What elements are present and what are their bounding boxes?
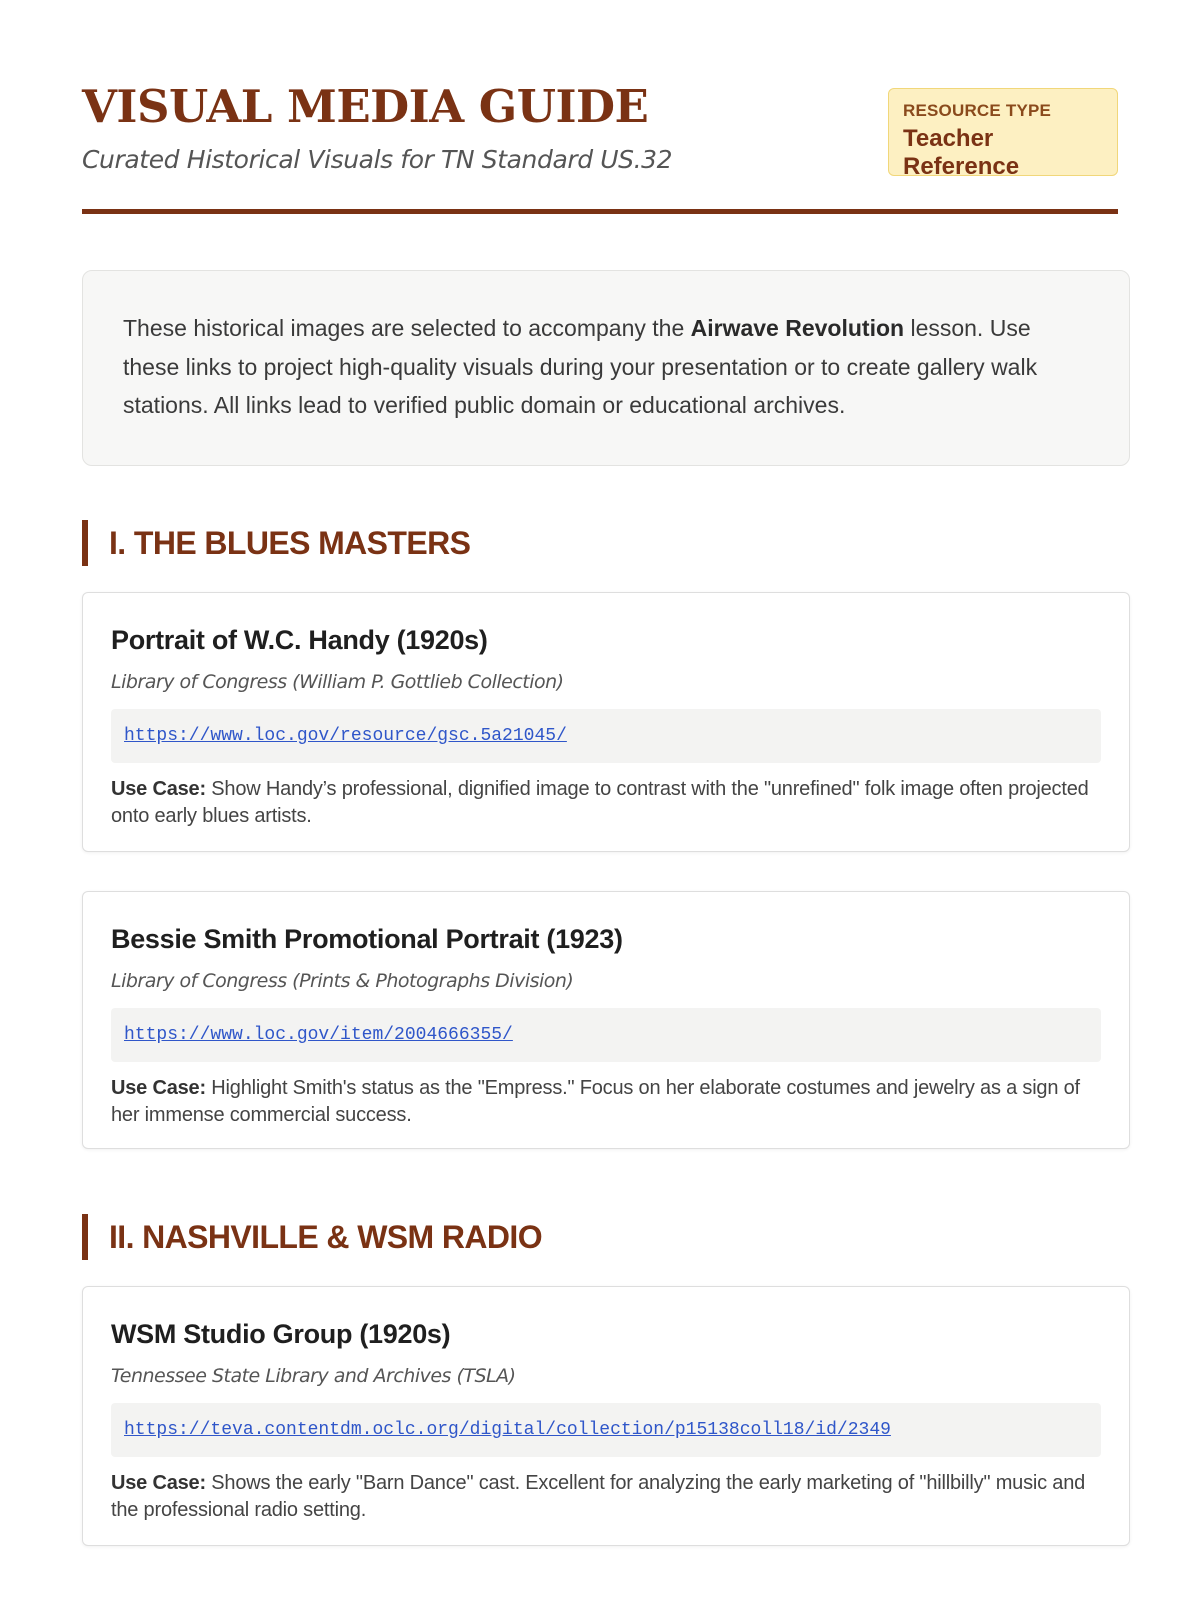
card-link[interactable]: https://www.loc.gov/item/2004666355/ <box>124 1025 513 1045</box>
card-source: Tennessee State Library and Archives (TSLA) <box>111 1365 516 1387</box>
use-case-text: Highlight Smith's status as the "Empress." Focus on her elaborate costumes and jewelry as a sign of her immense commercial success. <box>111 1077 1080 1126</box>
use-case-text: Show Handy’s professional, dignified image to contrast with the "unrefined" folk image often projected onto early blues artists. <box>111 778 1089 827</box>
badge-label: RESOURCE TYPE <box>903 101 1052 120</box>
card-link-box <box>111 709 1101 763</box>
badge-value: Teacher Reference <box>903 125 1020 180</box>
intro-text-before: These historical images are selected to accompany the <box>123 315 691 341</box>
page-title: VISUAL MEDIA GUIDE <box>82 80 649 133</box>
media-card <box>82 592 1130 852</box>
use-case-label: Use Case: <box>111 778 206 800</box>
section-heading-nashville-wsm: II. NASHVILLE & WSM RADIO <box>82 1214 542 1260</box>
intro-text-after: lesson. Use these links to project high-quality visuals during your presentation or to create gallery walk stations. All links lead to verified public domain or educational archives. <box>123 315 1038 418</box>
card-use-case <box>111 776 1101 830</box>
card-use-case <box>111 1075 1101 1129</box>
intro-box <box>82 270 1130 466</box>
page-subtitle: Curated Historical Visuals for TN Standard US.32 <box>82 145 673 174</box>
use-case-label: Use Case: <box>111 1077 206 1099</box>
card-title: Bessie Smith Promotional Portrait (1923) <box>111 924 623 954</box>
card-source: Library of Congress (Prints & Photographs Division) <box>111 970 574 992</box>
card-title: WSM Studio Group (1920s) <box>111 1319 451 1349</box>
card-source: Library of Congress (William P. Gottlieb Collection) <box>111 671 564 693</box>
intro-highlight: Airwave Revolution <box>690 315 905 341</box>
card-link-box <box>111 1008 1101 1062</box>
card-link-box <box>111 1403 1101 1457</box>
card-use-case <box>111 1470 1101 1524</box>
card-link[interactable]: https://www.loc.gov/resource/gsc.5a21045/ <box>124 726 567 746</box>
media-card <box>82 891 1130 1149</box>
header <box>82 0 1118 214</box>
use-case-label: Use Case: <box>111 1472 206 1494</box>
card-title: Portrait of W.C. Handy (1920s) <box>111 625 488 655</box>
media-card <box>82 1286 1130 1546</box>
use-case-text: Shows the early "Barn Dance" cast. Excellent for analyzing the early marketing of "hillbilly" music and the professional radio setting. <box>111 1472 1086 1521</box>
resource-type-badge <box>888 88 1118 180</box>
card-link[interactable]: https://teva.contentdm.oclc.org/digital/collection/p15138coll18/id/2349 <box>124 1420 891 1440</box>
section-heading-blues-masters: I. THE BLUES MASTERS <box>82 520 470 566</box>
